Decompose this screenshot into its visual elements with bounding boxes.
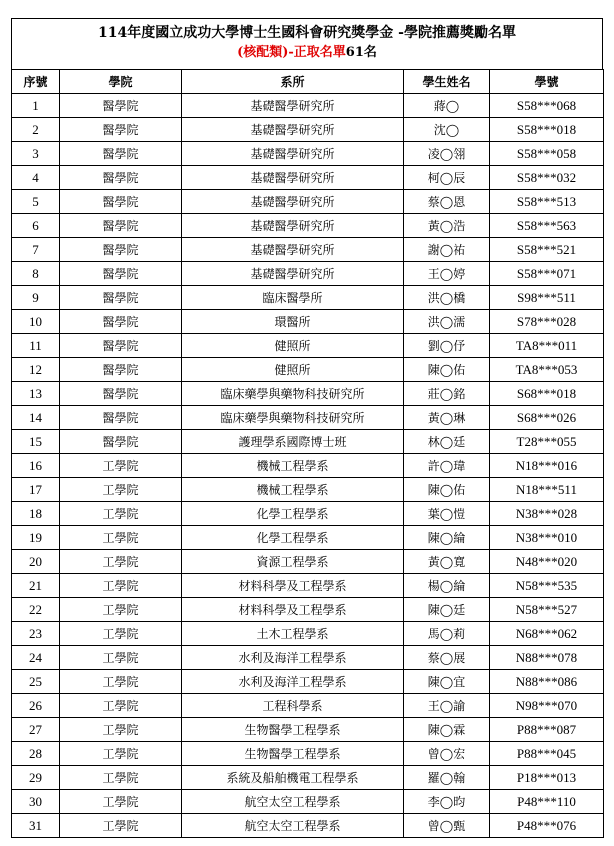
row-college: 工學院	[60, 742, 182, 766]
row-student-id: S58***563	[490, 214, 604, 238]
row-number: 30	[12, 790, 60, 814]
table-row	[12, 166, 604, 190]
table-row	[12, 646, 604, 670]
table-row	[12, 310, 604, 334]
row-college: 工學院	[60, 526, 182, 550]
row-student-id: N18***511	[490, 478, 604, 502]
row-number: 12	[12, 358, 60, 382]
row-number: 31	[12, 814, 60, 838]
subtitle-category: (核配類)-正取名單	[237, 45, 346, 60]
subtitle-count: 61名	[345, 45, 377, 60]
table-row	[12, 790, 604, 814]
row-student-name: 王◯諭	[404, 694, 490, 718]
row-student-id: N88***078	[490, 646, 604, 670]
row-college: 醫學院	[60, 118, 182, 142]
row-college: 醫學院	[60, 286, 182, 310]
column-header-no: 序號	[12, 70, 60, 94]
row-student-id: N38***028	[490, 502, 604, 526]
row-college: 醫學院	[60, 94, 182, 118]
row-student-name: 柯◯辰	[404, 166, 490, 190]
row-student-name: 黃◯寬	[404, 550, 490, 574]
row-student-id: TA8***011	[490, 334, 604, 358]
row-college: 醫學院	[60, 334, 182, 358]
row-number: 10	[12, 310, 60, 334]
table-row	[12, 502, 604, 526]
row-number: 26	[12, 694, 60, 718]
recipient-table	[11, 69, 604, 838]
row-number: 15	[12, 430, 60, 454]
row-dept: 材料科學及工程學系	[182, 574, 404, 598]
table-row	[12, 550, 604, 574]
table-row	[12, 742, 604, 766]
row-student-name: 蔡◯恩	[404, 190, 490, 214]
row-student-name: 陳◯霖	[404, 718, 490, 742]
row-dept: 資源工程學系	[182, 550, 404, 574]
row-dept: 航空太空工程學系	[182, 790, 404, 814]
row-number: 4	[12, 166, 60, 190]
row-student-id: S78***028	[490, 310, 604, 334]
row-student-name: 蔣◯	[404, 94, 490, 118]
table-row	[12, 214, 604, 238]
row-college: 工學院	[60, 502, 182, 526]
row-college: 醫學院	[60, 190, 182, 214]
table-row	[12, 382, 604, 406]
row-college: 醫學院	[60, 166, 182, 190]
table-header-row	[12, 70, 604, 94]
page-subtitle	[12, 43, 602, 63]
row-college: 工學院	[60, 646, 182, 670]
table-row	[12, 190, 604, 214]
row-dept: 水利及海洋工程學系	[182, 670, 404, 694]
row-dept: 化學工程學系	[182, 502, 404, 526]
row-student-id: N58***527	[490, 598, 604, 622]
row-number: 9	[12, 286, 60, 310]
row-dept: 機械工程學系	[182, 454, 404, 478]
row-college: 工學院	[60, 766, 182, 790]
row-student-name: 陳◯佑	[404, 358, 490, 382]
row-student-name: 陳◯廷	[404, 598, 490, 622]
row-dept: 工程科學系	[182, 694, 404, 718]
row-student-id: S68***018	[490, 382, 604, 406]
row-dept: 生物醫學工程學系	[182, 742, 404, 766]
row-dept: 健照所	[182, 358, 404, 382]
row-college: 醫學院	[60, 142, 182, 166]
row-number: 11	[12, 334, 60, 358]
table-row	[12, 694, 604, 718]
table-row	[12, 118, 604, 142]
row-college: 醫學院	[60, 406, 182, 430]
row-dept: 臨床醫學所	[182, 286, 404, 310]
row-student-name: 莊◯銘	[404, 382, 490, 406]
row-college: 醫學院	[60, 214, 182, 238]
row-college: 醫學院	[60, 382, 182, 406]
table-row	[12, 262, 604, 286]
table-row	[12, 574, 604, 598]
table-row	[12, 238, 604, 262]
row-student-name: 羅◯翰	[404, 766, 490, 790]
row-student-name: 李◯昀	[404, 790, 490, 814]
row-student-id: S58***521	[490, 238, 604, 262]
row-student-id: N48***020	[490, 550, 604, 574]
row-number: 23	[12, 622, 60, 646]
row-dept: 水利及海洋工程學系	[182, 646, 404, 670]
row-student-id: S58***068	[490, 94, 604, 118]
row-student-name: 洪◯橋	[404, 286, 490, 310]
row-number: 17	[12, 478, 60, 502]
table-row	[12, 622, 604, 646]
row-student-name: 洪◯濡	[404, 310, 490, 334]
row-number: 6	[12, 214, 60, 238]
row-college: 工學院	[60, 598, 182, 622]
table-row	[12, 526, 604, 550]
row-student-id: P48***110	[490, 790, 604, 814]
row-student-name: 謝◯祐	[404, 238, 490, 262]
row-number: 27	[12, 718, 60, 742]
row-student-name: 黃◯浩	[404, 214, 490, 238]
table-row	[12, 334, 604, 358]
table-row	[12, 454, 604, 478]
row-college: 醫學院	[60, 430, 182, 454]
row-student-name: 蔡◯展	[404, 646, 490, 670]
table-row	[12, 358, 604, 382]
row-student-id: S68***026	[490, 406, 604, 430]
row-number: 18	[12, 502, 60, 526]
page-title: 114年度國立成功大學博士生國科會研究獎學金 -學院推薦獎勵名單	[98, 25, 516, 41]
row-college: 工學院	[60, 550, 182, 574]
row-dept: 基礎醫學研究所	[182, 142, 404, 166]
row-number: 24	[12, 646, 60, 670]
row-student-id: N38***010	[490, 526, 604, 550]
table-row	[12, 766, 604, 790]
row-student-id: S58***018	[490, 118, 604, 142]
row-student-id: N98***070	[490, 694, 604, 718]
row-student-id: N18***016	[490, 454, 604, 478]
row-dept: 健照所	[182, 334, 404, 358]
row-number: 2	[12, 118, 60, 142]
row-college: 醫學院	[60, 238, 182, 262]
row-dept: 基礎醫學研究所	[182, 118, 404, 142]
table-row	[12, 142, 604, 166]
row-dept: 土木工程學系	[182, 622, 404, 646]
row-college: 醫學院	[60, 310, 182, 334]
row-college: 工學院	[60, 814, 182, 838]
column-header-name: 學生姓名	[404, 70, 490, 94]
row-student-id: N58***535	[490, 574, 604, 598]
row-number: 14	[12, 406, 60, 430]
row-dept: 基礎醫學研究所	[182, 166, 404, 190]
row-student-id: S58***032	[490, 166, 604, 190]
row-number: 7	[12, 238, 60, 262]
table-row	[12, 94, 604, 118]
row-student-name: 林◯廷	[404, 430, 490, 454]
row-student-name: 陳◯宜	[404, 670, 490, 694]
row-student-name: 曾◯宏	[404, 742, 490, 766]
row-student-id: P48***076	[490, 814, 604, 838]
table-row	[12, 478, 604, 502]
document-header	[11, 18, 603, 69]
row-college: 工學院	[60, 670, 182, 694]
row-number: 29	[12, 766, 60, 790]
row-student-id: TA8***053	[490, 358, 604, 382]
row-number: 3	[12, 142, 60, 166]
row-college: 工學院	[60, 454, 182, 478]
row-student-id: T28***055	[490, 430, 604, 454]
row-number: 8	[12, 262, 60, 286]
row-student-id: P18***013	[490, 766, 604, 790]
table-row	[12, 814, 604, 838]
row-student-name: 黃◯琳	[404, 406, 490, 430]
row-student-name: 劉◯伃	[404, 334, 490, 358]
row-dept: 基礎醫學研究所	[182, 190, 404, 214]
row-college: 工學院	[60, 622, 182, 646]
row-dept: 航空太空工程學系	[182, 814, 404, 838]
row-student-name: 沈◯	[404, 118, 490, 142]
table-row	[12, 670, 604, 694]
table-row	[12, 406, 604, 430]
document-page	[11, 18, 603, 838]
row-college: 工學院	[60, 790, 182, 814]
row-student-name: 葉◯愷	[404, 502, 490, 526]
row-dept: 材料科學及工程學系	[182, 598, 404, 622]
table-row	[12, 598, 604, 622]
column-header-college: 學院	[60, 70, 182, 94]
row-number: 16	[12, 454, 60, 478]
row-student-id: P88***087	[490, 718, 604, 742]
row-student-name: 王◯婷	[404, 262, 490, 286]
row-number: 1	[12, 94, 60, 118]
row-dept: 環醫所	[182, 310, 404, 334]
row-number: 25	[12, 670, 60, 694]
table-body	[12, 94, 604, 838]
column-header-student-id: 學號	[490, 70, 604, 94]
row-number: 19	[12, 526, 60, 550]
row-dept: 護理學系國際博士班	[182, 430, 404, 454]
row-student-name: 陳◯綸	[404, 526, 490, 550]
row-student-id: S98***511	[490, 286, 604, 310]
table-row	[12, 430, 604, 454]
row-number: 22	[12, 598, 60, 622]
row-student-name: 陳◯佑	[404, 478, 490, 502]
row-student-id: N68***062	[490, 622, 604, 646]
column-header-dept: 系所	[182, 70, 404, 94]
row-number: 28	[12, 742, 60, 766]
row-student-name: 馬◯莉	[404, 622, 490, 646]
row-dept: 系統及船舶機電工程學系	[182, 766, 404, 790]
table-row	[12, 718, 604, 742]
row-dept: 生物醫學工程學系	[182, 718, 404, 742]
row-dept: 機械工程學系	[182, 478, 404, 502]
row-college: 醫學院	[60, 262, 182, 286]
row-dept: 化學工程學系	[182, 526, 404, 550]
row-college: 醫學院	[60, 358, 182, 382]
row-number: 21	[12, 574, 60, 598]
row-student-id: N88***086	[490, 670, 604, 694]
row-student-name: 楊◯綸	[404, 574, 490, 598]
row-number: 5	[12, 190, 60, 214]
row-college: 工學院	[60, 478, 182, 502]
row-dept: 基礎醫學研究所	[182, 238, 404, 262]
row-dept: 基礎醫學研究所	[182, 262, 404, 286]
row-student-name: 凌◯翎	[404, 142, 490, 166]
table-row	[12, 286, 604, 310]
row-dept: 基礎醫學研究所	[182, 94, 404, 118]
row-student-id: S58***513	[490, 190, 604, 214]
row-number: 20	[12, 550, 60, 574]
row-student-id: S58***058	[490, 142, 604, 166]
row-number: 13	[12, 382, 60, 406]
row-student-name: 許◯瑋	[404, 454, 490, 478]
row-college: 工學院	[60, 694, 182, 718]
row-dept: 臨床藥學與藥物科技研究所	[182, 406, 404, 430]
row-student-id: S58***071	[490, 262, 604, 286]
row-student-name: 曾◯甄	[404, 814, 490, 838]
row-dept: 基礎醫學研究所	[182, 214, 404, 238]
row-student-id: P88***045	[490, 742, 604, 766]
row-dept: 臨床藥學與藥物科技研究所	[182, 382, 404, 406]
row-college: 工學院	[60, 574, 182, 598]
row-college: 工學院	[60, 718, 182, 742]
